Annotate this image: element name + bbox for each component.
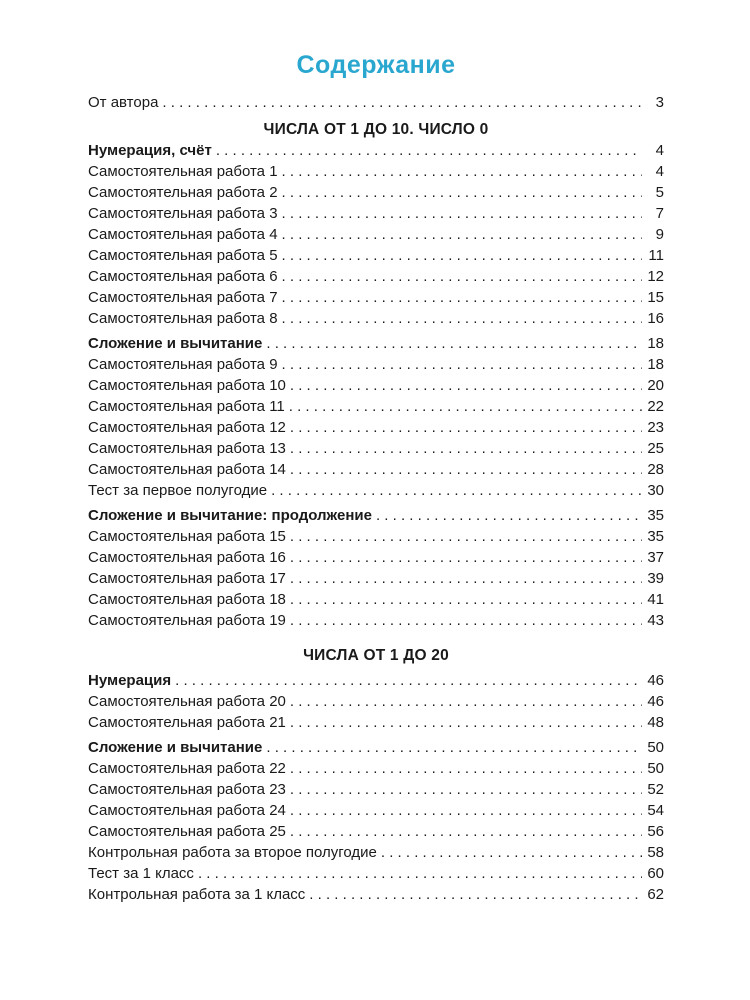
dot-leader [282,224,642,245]
toc-section[interactable] [88,333,664,354]
toc-entry[interactable] [88,842,664,863]
dot-leader [381,842,642,863]
toc-entry[interactable] [88,526,664,547]
toc-entry-label: Самостоятельная работа 10 [88,377,286,394]
toc-entry-label: Самостоятельная работа 16 [88,549,286,566]
toc-section[interactable] [88,670,664,691]
toc-entry-label: Контрольная работа за второе полугодие [88,844,377,861]
part-heading: ЧИСЛА ОТ 1 ДО 10. ЧИСЛО 0 [263,121,489,138]
toc-page-number: 35 [647,528,664,545]
toc-entry[interactable] [88,375,664,396]
toc-entry-label: Самостоятельная работа 8 [88,310,278,327]
dot-leader [282,182,642,203]
toc-entry-label: Самостоятельная работа 21 [88,714,286,731]
dot-leader [290,758,642,779]
dot-leader [282,203,642,224]
toc-page-number: 54 [647,802,664,819]
toc-page-number: 11 [648,247,664,264]
toc-entry-intro[interactable] [88,92,664,113]
dot-leader [289,396,642,417]
toc-entry[interactable] [88,712,664,733]
toc-entry-label: От автора [88,94,159,111]
toc-entry[interactable] [88,245,664,266]
toc-page-number: 18 [647,335,664,352]
dot-leader [282,245,642,266]
dot-leader [266,737,642,758]
toc-entry[interactable] [88,182,664,203]
toc-entry[interactable] [88,438,664,459]
toc-page-number: 50 [647,739,664,756]
dot-leader [266,333,642,354]
toc-entry-label: Контрольная работа за 1 класс [88,886,306,903]
toc-section-label: Сложение и вычитание [88,739,263,756]
toc-entry-label: Самостоятельная работа 3 [88,205,278,222]
toc-entry-label: Самостоятельная работа 19 [88,612,286,629]
toc-entry-label: Самостоятельная работа 1 [88,163,278,180]
toc-entry[interactable] [88,884,664,905]
toc-entry[interactable] [88,568,664,589]
toc-entry-label: Самостоятельная работа 9 [88,356,278,373]
toc-entry-label: Самостоятельная работа 2 [88,184,278,201]
toc-page-number: 23 [647,419,664,436]
dot-leader [309,884,642,905]
dot-leader [290,417,642,438]
toc-page-number: 39 [647,570,664,587]
toc-entry[interactable] [88,354,664,375]
toc-page-number: 41 [647,591,664,608]
toc-entry-label: Самостоятельная работа 13 [88,440,286,457]
toc-page-number: 37 [647,549,664,566]
toc-section[interactable] [88,140,664,161]
toc-section[interactable] [88,737,664,758]
dot-leader [198,863,642,884]
dot-leader [175,670,642,691]
toc-entry[interactable] [88,480,664,501]
toc-entry-label: Самостоятельная работа 6 [88,268,278,285]
toc-entry-label: Тест за первое полугодие [88,482,268,499]
toc-entry-label: Самостоятельная работа 11 [88,398,285,415]
dot-leader [271,480,642,501]
dot-leader [290,800,642,821]
toc-page-number: 20 [647,377,664,394]
toc-entry-label: Самостоятельная работа 20 [88,693,286,710]
toc-page-number: 15 [647,289,664,306]
toc-page-number: 46 [647,672,664,689]
toc-page-number: 12 [647,268,664,285]
dot-leader [282,308,642,329]
dot-leader [290,821,642,842]
toc-page-number: 58 [647,844,664,861]
dot-leader [290,547,642,568]
toc-entry[interactable] [88,161,664,182]
toc-entry-label: Самостоятельная работа 18 [88,591,286,608]
toc-page-number: 5 [655,184,664,201]
toc-entry[interactable] [88,863,664,884]
toc-page-number: 46 [647,693,664,710]
toc-entry[interactable] [88,224,664,245]
dot-leader [290,589,642,610]
dot-leader [290,459,642,480]
toc-entry-label: Самостоятельная работа 22 [88,760,286,777]
toc-section-label: Сложение и вычитание [88,335,263,352]
toc-entry[interactable] [88,800,664,821]
toc-page-number: 35 [647,507,664,524]
toc-section-label: Сложение и вычитание: продолжение [88,507,372,524]
dot-leader [282,266,642,287]
toc-entry[interactable] [88,758,664,779]
toc-page-number: 18 [647,356,664,373]
toc-entry[interactable] [88,547,664,568]
toc-page-number: 25 [647,440,664,457]
toc-entry-label: Самостоятельная работа 5 [88,247,278,264]
dot-leader [376,505,642,526]
toc-entry[interactable] [88,417,664,438]
toc-entry[interactable] [88,610,664,631]
dot-leader [290,526,642,547]
toc-page-number: 50 [647,760,664,777]
toc-entry[interactable] [88,779,664,800]
toc-page-number: 4 [655,163,664,180]
toc-entry[interactable] [88,308,664,329]
toc-entry[interactable] [88,287,664,308]
toc-entry-label: Самостоятельная работа 25 [88,823,286,840]
toc-page-number: 30 [647,482,664,499]
dot-leader [290,779,642,800]
toc-entry[interactable] [88,266,664,287]
toc-entry-label: Самостоятельная работа 23 [88,781,286,798]
dot-leader [290,438,642,459]
dot-leader [282,161,642,182]
toc-page-number: 52 [647,781,664,798]
dot-leader [290,568,642,589]
toc-page-number: 62 [647,886,664,903]
dot-leader [290,691,642,712]
toc-entry-label: Тест за 1 класс [88,865,194,882]
page-title: Содержание [296,51,456,79]
toc-entry-label: Самостоятельная работа 4 [88,226,278,243]
toc-section[interactable] [88,505,664,526]
toc-entry-label: Самостоятельная работа 17 [88,570,286,587]
toc-entry-label: Самостоятельная работа 14 [88,461,286,478]
toc-page-number: 9 [655,226,664,243]
toc-page-number: 4 [655,142,664,159]
toc-entry[interactable] [88,396,664,417]
toc-entry[interactable] [88,691,664,712]
dot-leader [290,712,642,733]
dot-leader [162,92,642,113]
dot-leader [290,375,642,396]
toc-page-number: 28 [647,461,664,478]
toc-entry-label: Самостоятельная работа 12 [88,419,286,436]
toc-page-number: 43 [647,612,664,629]
part-heading: ЧИСЛА ОТ 1 ДО 20 [303,647,449,664]
toc-page-number: 16 [647,310,664,327]
toc-page-number: 3 [655,94,664,111]
table-of-contents [88,0,664,905]
toc-entry[interactable] [88,459,664,480]
toc-entry[interactable] [88,203,664,224]
toc-page-number: 22 [647,398,664,415]
toc-section-label: Нумерация [88,672,172,689]
dot-leader [290,610,642,631]
dot-leader [282,287,642,308]
toc-page-number: 56 [647,823,664,840]
toc-page-number: 7 [655,205,664,222]
dot-leader [216,140,642,161]
dot-leader [282,354,642,375]
toc-entry[interactable] [88,589,664,610]
toc-entry-label: Самостоятельная работа 7 [88,289,278,306]
toc-page-number: 48 [647,714,664,731]
toc-section-label: Нумерация, счёт [88,142,212,159]
toc-entry-label: Самостоятельная работа 24 [88,802,286,819]
toc-entry-label: Самостоятельная работа 15 [88,528,286,545]
toc-entry[interactable] [88,821,664,842]
toc-page-number: 60 [647,865,664,882]
